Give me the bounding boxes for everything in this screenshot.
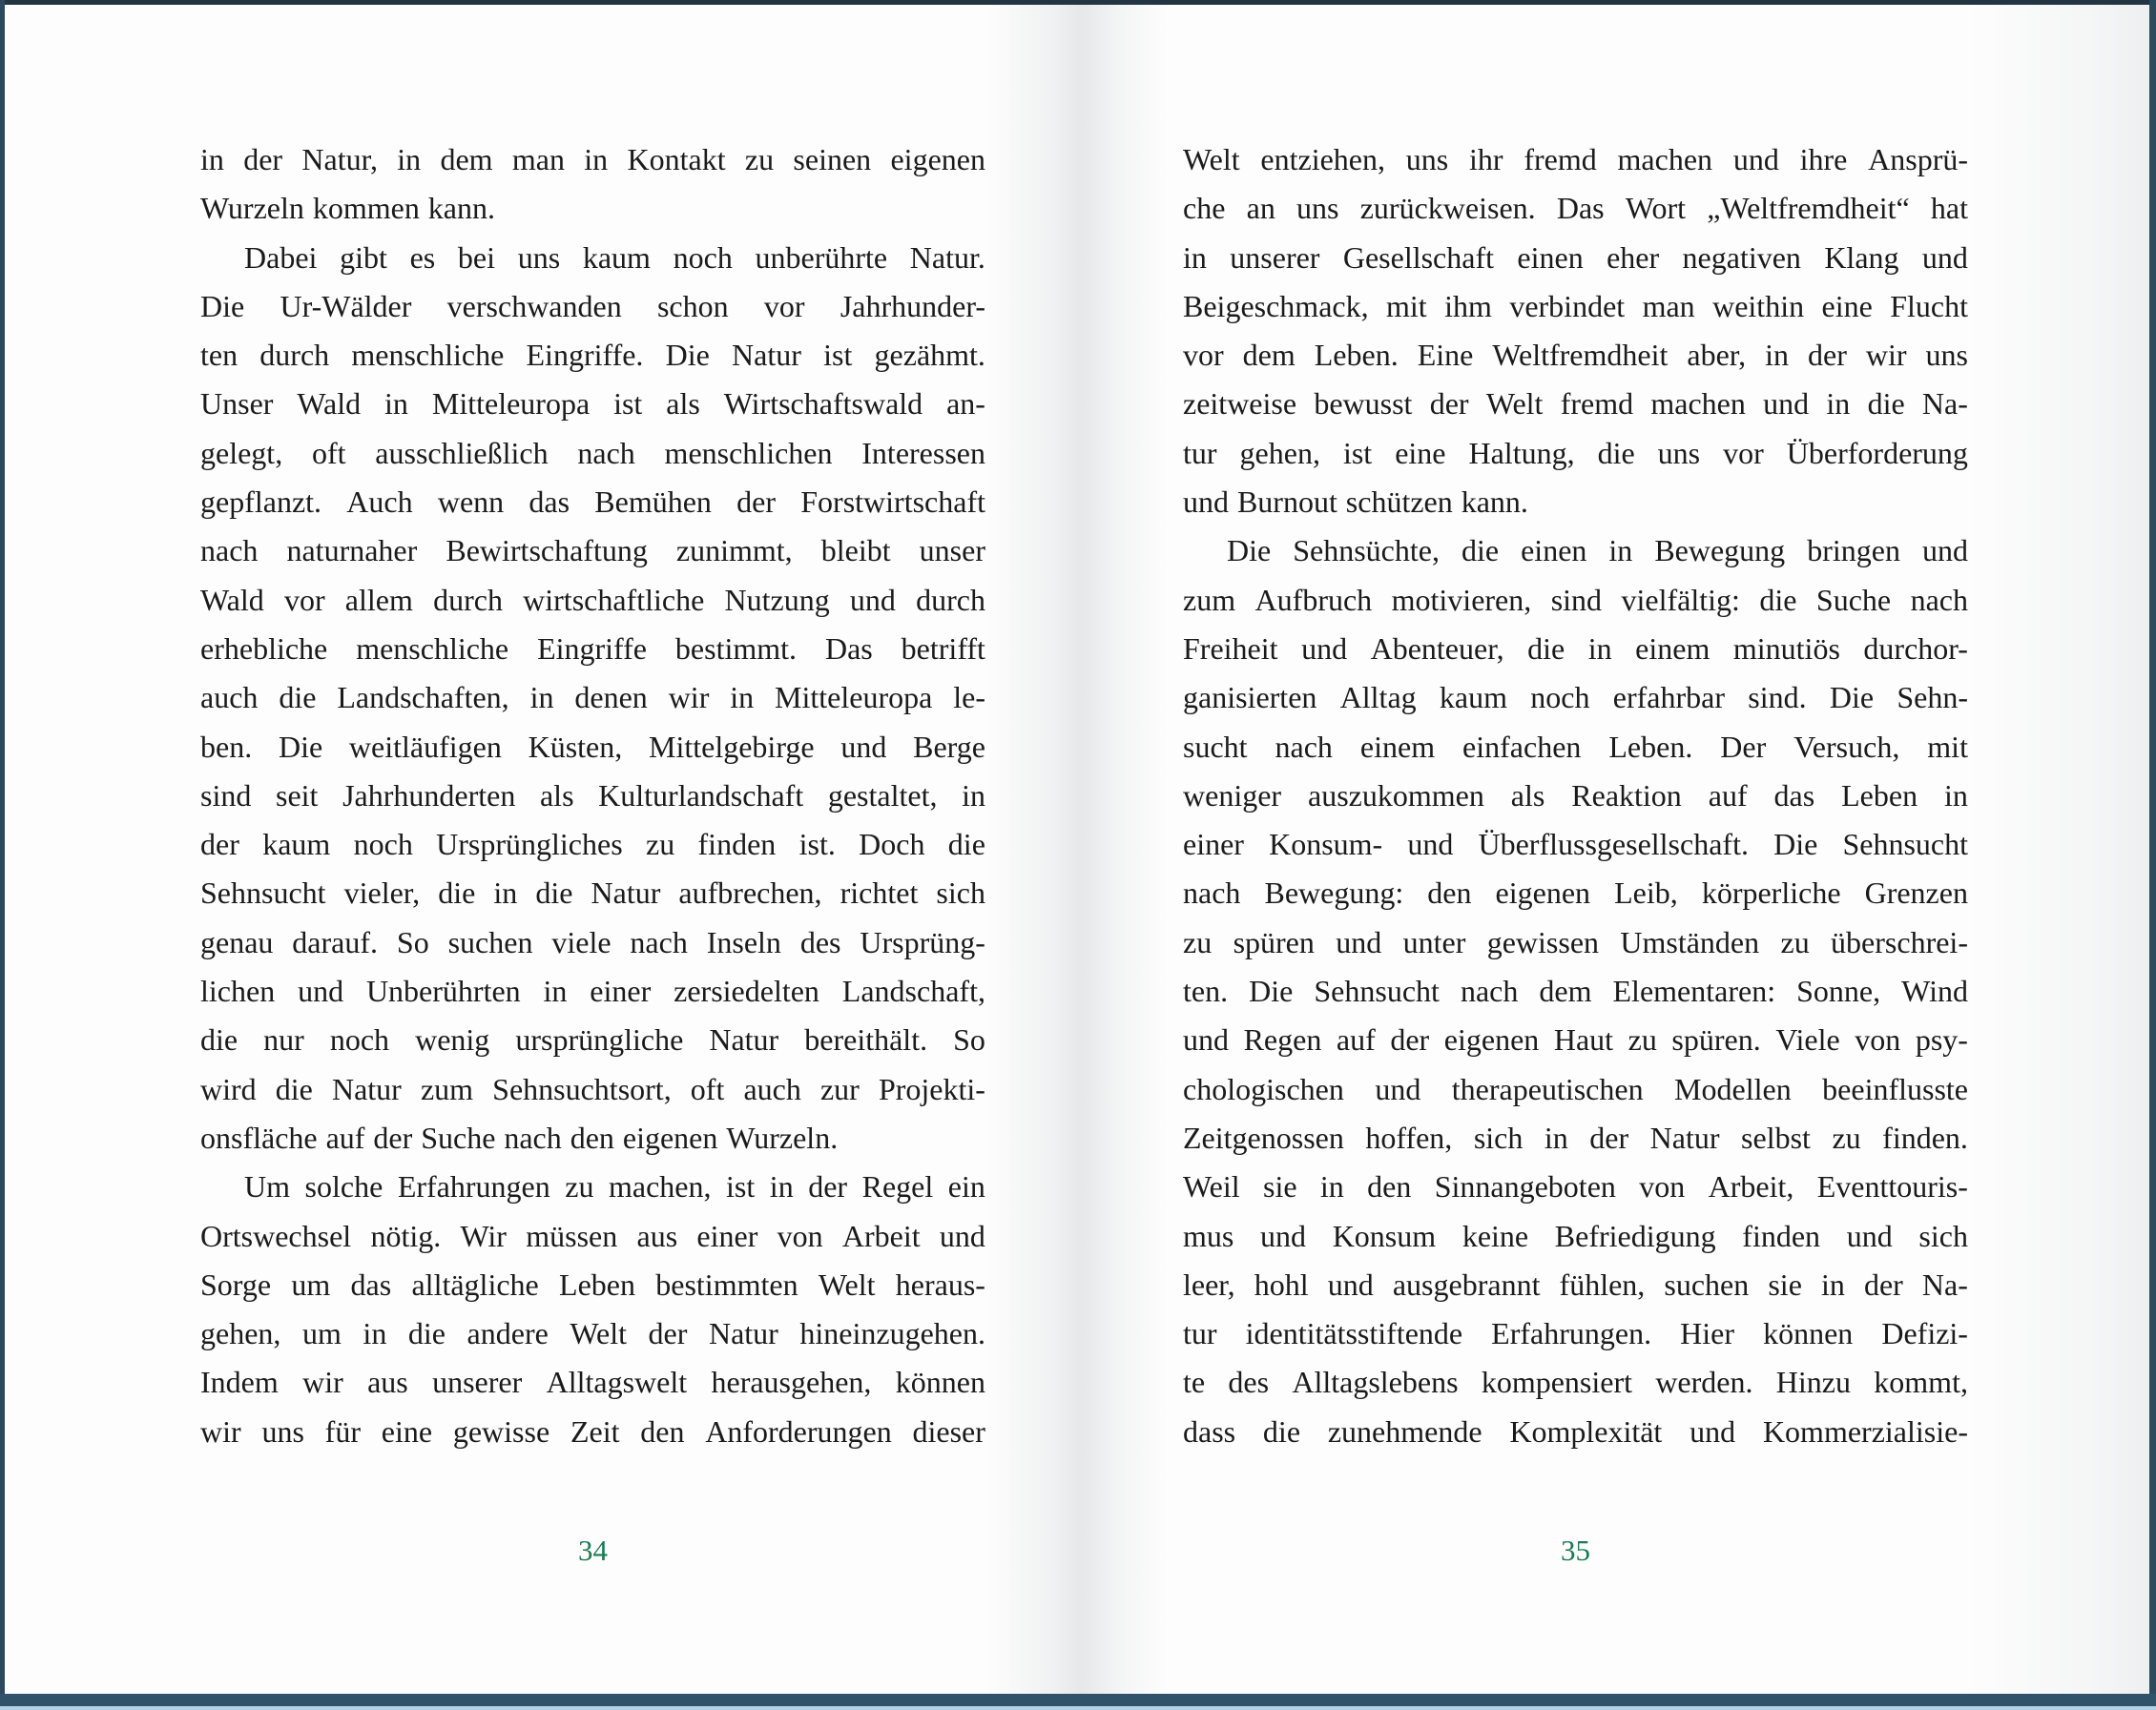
text-line: Weil sie in den Sinnangeboten von Arbeit, Eventtouris- <box>1183 1169 1968 1205</box>
text-line: gepflanzt. Auch wenn das Bemühen der Forstwirtschaft <box>200 484 985 520</box>
right-page-text-column <box>1183 135 1968 1456</box>
text-line: Welt entziehen, uns ihr fremd machen und ihre Ansprü- <box>1183 142 1968 176</box>
text-line: Freiheit und Abenteuer, die in einem minutiös durchor- <box>1183 630 1968 666</box>
scan-frame-bottom <box>0 1694 2156 1706</box>
text-line: auch die Landschaften, in denen wir in Mitteleuropa le- <box>200 680 985 715</box>
text-line: weniger auszukommen als Reaktion auf das Leben in <box>1183 777 1968 813</box>
text-line: Wald vor allem durch wirtschaftliche Nutzung und durch <box>200 582 985 617</box>
text-line: vor dem Leben. Eine Weltfremdheit aber, in der wir uns <box>1183 338 1968 373</box>
text-line: ganisierten Alltag kaum noch erfahrbar sind. Die Sehn- <box>1183 680 1968 715</box>
text-line: Um solche Erfahrungen zu machen, ist in der Regel ein <box>244 1169 985 1205</box>
text-line: tur gehen, ist eine Haltung, die uns vor Überforderung <box>1183 435 1968 470</box>
text-line: der kaum noch Ursprüngliches zu finden ist. Doch die <box>200 827 985 862</box>
scan-frame-bottom-accent <box>0 1706 2156 1710</box>
text-line: gelegt, oft ausschließlich nach menschlichen Interessen <box>200 435 985 470</box>
text-line: sind seit Jahrhunderten als Kulturlandschaft gestaltet, in <box>200 777 985 813</box>
text-line: Die Ur-Wälder verschwanden schon vor Jahrhunder- <box>200 288 985 323</box>
text-line: Beigeschmack, mit ihm verbindet man weithin eine Flucht <box>1183 288 1968 323</box>
page-gutter-shadow <box>987 5 1169 1694</box>
page-edge-shadow <box>1968 5 2149 1694</box>
text-line: wir uns für eine gewisse Zeit den Anforderungen dieser <box>200 1413 985 1449</box>
text-line: gehen, um in die andere Welt der Natur hineinzugehen. <box>200 1316 985 1351</box>
text-line: Sehnsucht vieler, die in die Natur aufbrechen, richtet sich <box>200 876 985 911</box>
text-line: ben. Die weitläufigen Küsten, Mittelgebirge und Berge <box>200 729 985 764</box>
text-line: Dabei gibt es bei uns kaum noch unberührte Natur. <box>244 239 985 275</box>
text-line: genau darauf. So suchen viele nach Inseln des Ursprüng- <box>200 924 985 959</box>
text-line: zeitweise bewusst der Welt fremd machen und in die Na- <box>1183 386 1968 422</box>
text-line: mus und Konsum keine Befriedigung finden und sich <box>1183 1218 1968 1253</box>
text-line: leer, hohl und ausgebrannt fühlen, suchen sie in der Na- <box>1183 1267 1968 1302</box>
text-line: Zeitgenossen hoffen, sich in der Natur selbst zu finden. <box>1183 1120 1968 1155</box>
text-line: wird die Natur zum Sehnsuchtsort, oft auch zur Projekti- <box>200 1071 985 1106</box>
text-line: Wurzeln kommen kann. <box>200 191 495 226</box>
text-line: tur identitätsstiftende Erfahrungen. Hier können Defizi- <box>1183 1316 1968 1351</box>
text-line: te des Alltagslebens kompensiert werden. Hinzu kommt, <box>1183 1365 1968 1400</box>
scan-frame-top <box>0 0 2156 5</box>
text-line: che an uns zurückweisen. Das Wort „Weltfremdheit“ hat <box>1183 191 1968 226</box>
text-line: chologischen und therapeutischen Modellen beeinflusste <box>1183 1071 1968 1106</box>
text-line: Sorge um das alltägliche Leben bestimmten Welt heraus- <box>200 1267 985 1302</box>
text-line: Die Sehnsüchte, die einen in Bewegung bringen und <box>1227 533 1968 568</box>
text-line: und Regen auf der eigenen Haut zu spüren. Viele von psy- <box>1183 1022 1968 1058</box>
text-line: in unserer Gesellschaft einen eher negativen Klang und <box>1183 239 1968 275</box>
text-line: erhebliche menschliche Eingriffe bestimmt. Das betrifft <box>200 630 985 666</box>
left-page-text-column <box>200 135 985 1456</box>
page-number-left: 34 <box>578 1534 608 1567</box>
text-line: Ortswechsel nötig. Wir müssen aus einer von Arbeit und <box>200 1218 985 1253</box>
text-line: nach naturnaher Bewirtschaftung zunimmt, bleibt unser <box>200 533 985 568</box>
text-line: dass die zunehmende Komplexität und Kommerzialisie- <box>1183 1413 1968 1449</box>
text-line: sucht nach einem einfachen Leben. Der Versuch, mit <box>1183 729 1968 764</box>
text-line: ten durch menschliche Eingriffe. Die Natur ist gezähmt. <box>200 338 985 373</box>
text-line: onsfläche auf der Suche nach den eigenen Wurzeln. <box>200 1120 839 1155</box>
text-line: die nur noch wenig ursprüngliche Natur bereithält. So <box>200 1022 985 1058</box>
text-line: und Burnout schützen kann. <box>1183 484 1528 520</box>
scan-frame-right <box>2149 0 2156 1694</box>
text-line: ten. Die Sehnsucht nach dem Elementaren: Sonne, Wind <box>1183 974 1968 1009</box>
text-line: Indem wir aus unserer Alltagswelt herausgehen, können <box>200 1365 985 1400</box>
text-line: zu spüren und unter gewissen Umständen zu überschrei- <box>1183 924 1968 959</box>
text-line: zum Aufbruch motivieren, sind vielfältig: die Suche nach <box>1183 582 1968 617</box>
text-line: Unser Wald in Mitteleuropa ist als Wirtschaftswald an- <box>200 386 985 422</box>
text-line: lichen und Unberührten in einer zersiedelten Landschaft, <box>200 974 985 1009</box>
scan-frame-left <box>0 0 5 1694</box>
page-number-right: 35 <box>1561 1534 1590 1567</box>
text-line: einer Konsum- und Überflussgesellschaft. Die Sehnsucht <box>1183 827 1968 862</box>
text-line: in der Natur, in dem man in Kontakt zu seinen eigenen <box>200 142 985 176</box>
text-line: nach Bewegung: den eigenen Leib, körperliche Grenzen <box>1183 876 1968 911</box>
